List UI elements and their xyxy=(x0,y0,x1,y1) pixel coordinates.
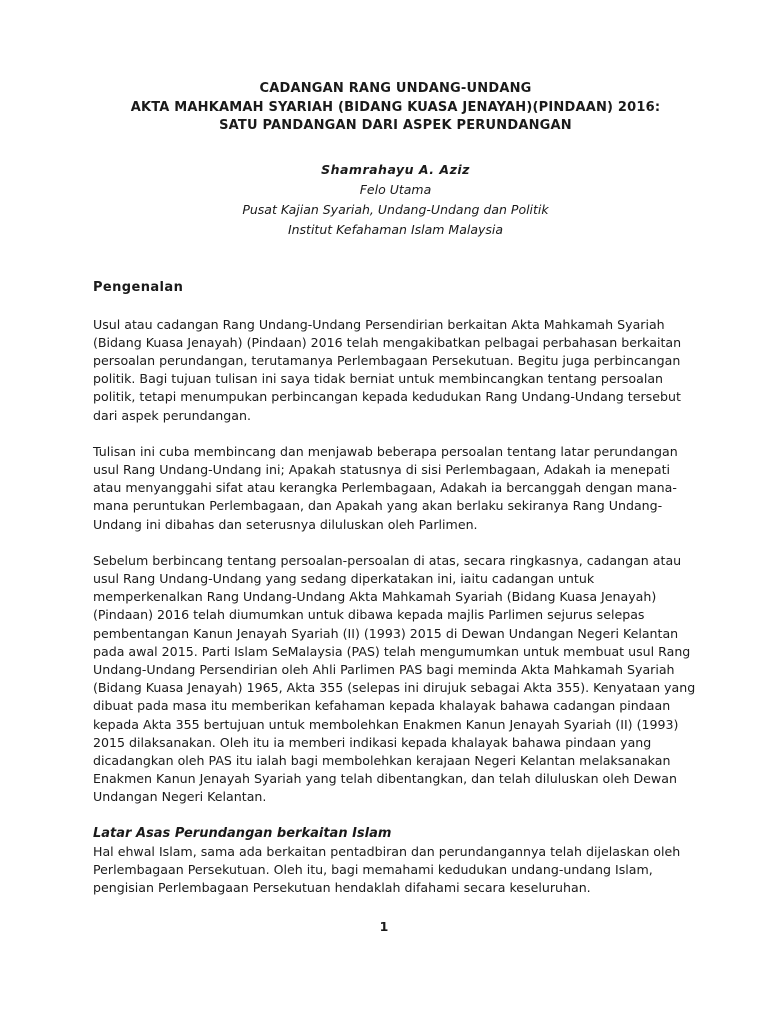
author-institution: Institut Kefahaman Islam Malaysia xyxy=(287,221,504,237)
author-name: Shamrahayu A. Aziz xyxy=(321,161,470,177)
author-block xyxy=(93,160,698,240)
section-heading-pengenalan: Pengenalan xyxy=(93,279,184,295)
title-line-2: AKTA MAHKAMAH SYARIAH (BIDANG KUASA JENAYAH)(PINDAAN) 2016: xyxy=(130,99,661,115)
title-line-3: SATU PANDANGAN DARI ASPEK PERUNDANGAN xyxy=(219,118,572,133)
section-heading-latar-asas: Latar Asas Perundangan berkaitan Islam xyxy=(93,825,392,841)
document-title xyxy=(93,80,698,136)
author-centre: Pusat Kajian Syariah, Undang-Undang dan Politik xyxy=(242,201,549,217)
paragraph: Usul atau cadangan Rang Undang-Undang Persendirian berkaitan Akta Mahkamah Syariah (Bidang Kuasa Jenayah) (Pindaan) 2016 telah mengakibatkan pelbagai perbahasan berkaitan persoalan perundangan, terutamanya Perlembagaan Persekutuan. Begitu juga perbincangan politik. Bagi tujuan tulisan ini saya tidak berniat untuk membincangkan tentang persoalan politik, tetapi menumpukan perbincangan kepada kedudukan Rang Undang-Undang tersebut dari aspek perundangan. xyxy=(93,316,682,423)
paragraph: Tulisan ini cuba membincang dan menjawab beberapa persoalan tentang latar perundangan usul Rang Undang-Undang ini; Apakah statusnya di sisi Perlembagaan, Adakah ia menepati atau menyanggahi sifat atau kerangka Perlembagaan, Adakah ia bercanggah dengan mana-mana peruntukan Perlembagaan, dan Apakah yang akan berlaku sekiranya Rang Undang-Undang ini dibahas dan seterusnya diluluskan oleh Parlimen. xyxy=(93,443,678,532)
author-position: Felo Utama xyxy=(359,181,432,197)
paragraph: Sebelum berbincang tentang persoalan-persoalan di atas, secara ringkasnya, cadangan atau usul Rang Undang-Undang yang sedang diperkatakan ini, iaitu cadangan untuk memperkenalkan Rang Undang-Undang Akta Mahkamah Syariah (Bidang Kuasa Jenayah) (Pindaan) 2016 telah diumumkan untuk dibawa kepada majlis Parlimen sejurus selepas pembentangan Kanun Jenayah Syariah (II) (1993) 2015 di Dewan Undangan Negeri Kelantan pada awal 2015. Parti Islam SeMalaysia (PAS) telah mengumumkan untuk membuat usul Rang Undang-Undang Persendirian oleh Ahli Parlimen PAS bagi meminda Akta Mahkamah Syariah (Bidang Kuasa Jenayah) 1965, Akta 355 (selepas ini dirujuk sebagai Akta 355). Kenyataan yang dibuat pada masa itu memberikan kefahaman kepada khalayak bahawa cadangan pindaan kepada Akta 355 bertujuan untuk membolehkan Enakmen Kanun Jenayah Syariah (II) (1993) 2015 dilaksanakan. Oleh itu ia memberi indikasi kepada khalayak bahawa pindaan yang dicadangkan oleh PAS itu ialah bagi membolehkan kerajaan Negeri Kelantan melaksanakan Enakmen Kanun Jenayah Syariah yang telah dibentangkan, dan telah diluluskan oleh Dewan Undangan Negeri Kelantan. xyxy=(93,552,696,805)
page-number: 1 xyxy=(379,919,389,934)
title-line-1: CADANGAN RANG UNDANG-UNDANG xyxy=(259,81,532,96)
paragraph: Hal ehwal Islam, sama ada berkaitan pentadbiran dan perundangannya telah dijelaskan oleh Perlembagaan Persekutuan. Oleh itu, bagi memahami kedudukan undang-undang Islam, pengisian Perlembagaan Persekutuan hendaklah difahami secara keseluruhan. xyxy=(93,843,681,895)
